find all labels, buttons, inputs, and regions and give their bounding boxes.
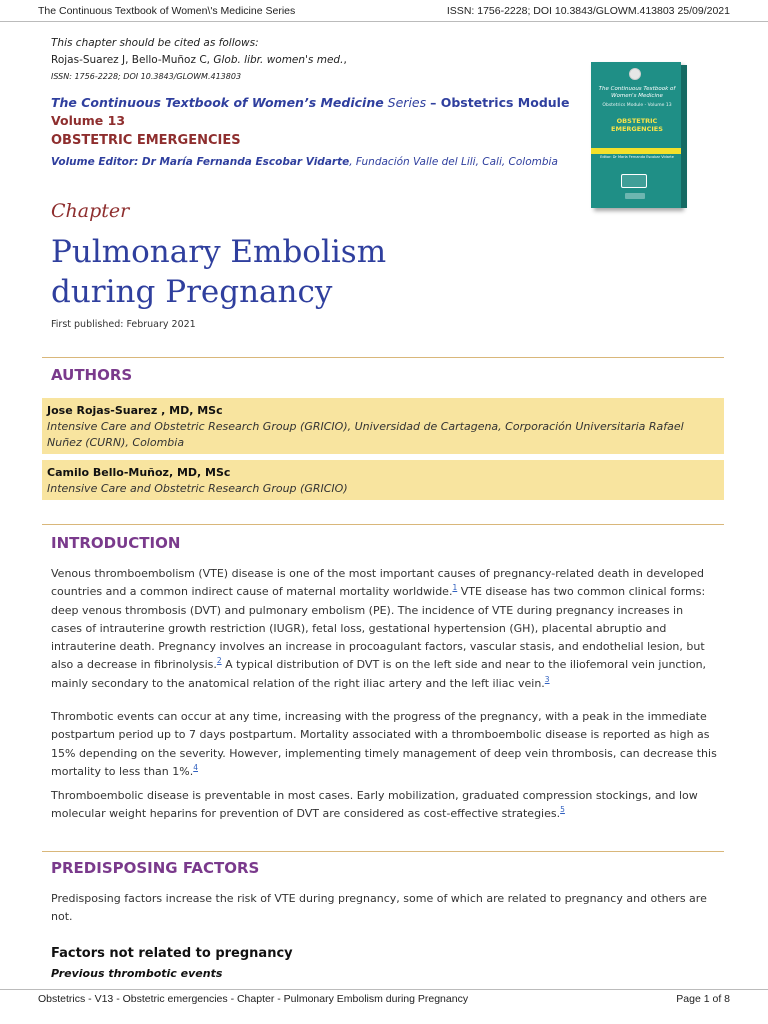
author-card xyxy=(42,398,724,454)
reference-link[interactable]: 5 xyxy=(560,805,565,815)
figo-logo-icon xyxy=(625,193,645,199)
page-number: Page 1 of 8 xyxy=(676,992,730,1005)
paragraph-text: VTE disease has two common clinical forms: deep venous thrombosis (DVT) and pulmonary embolism (PE). The incidence of VTE during pregnancy increases in cases of intrauterine growth restriction (IUGR), fetal loss, gestational hypertension (GH), placental abruptio and intrauterine death. Pregnancy involves an increase in procoagulant factors, vascular stasis, and endothelial lesion, but also a decrease in fibrinolysis. xyxy=(51,585,706,672)
introduction-heading: INTRODUCTION xyxy=(51,534,181,552)
section-divider xyxy=(42,357,724,358)
paragraph-text: Venous thromboembolism (VTE) disease is one of the most important causes of pregnancy-related death in developed countries and a common indirect cause of maternal mortality worldwide. xyxy=(51,567,704,599)
volume-label: Volume 13 xyxy=(51,113,126,128)
section-divider xyxy=(42,524,724,525)
citation-journal: Glob. libr. women's med. xyxy=(213,54,344,66)
citation-authors: Rojas-Suarez J, Bello-Muñoz C, xyxy=(51,54,214,66)
citation-issn: ISSN: 1756-2228; DOI 10.3843/GLOWM.413803 xyxy=(51,72,242,81)
footer-chapter-path: Obstetrics - V13 - Obstetric emergencies - Chapter - Pulmonary Embolism during Pregnancy xyxy=(38,992,469,1005)
series-name: The Continuous Textbook of Women’s Medicine xyxy=(51,95,384,110)
paragraph-text: A typical distribution of DVT is on the left side and near to the iliofemoral vein junction, mainly secondary to the anatomical relation of the right iliac artery and the left iliac vein. xyxy=(51,658,707,690)
book-cover-title: The Continuous Textbook of Women's Medicine xyxy=(598,86,676,99)
author-affiliation: Intensive Care and Obstetric Research Group (GRICIO) xyxy=(47,482,348,495)
book-spine xyxy=(681,65,687,208)
page-header xyxy=(0,0,768,22)
series-word: Series xyxy=(383,95,431,110)
citation-intro: This chapter should be cited as follows: xyxy=(51,37,259,49)
book-cover-image xyxy=(591,62,687,210)
citation-block xyxy=(51,37,347,81)
volume-editor xyxy=(51,156,558,168)
introduction-paragraph-2 xyxy=(51,708,717,781)
book-cover-editor: Editor: Dr María Fernanda Escobar Vidarte xyxy=(600,155,674,159)
reference-link[interactable]: 4 xyxy=(193,762,198,772)
section-divider xyxy=(42,851,724,852)
seal-icon xyxy=(629,68,641,80)
paragraph-text: Thromboembolic disease is preventable in most cases. Early mobilization, graduated compression stockings, and low molecular weight heparins for prevention of DVT are considered as cost-effective strategies. xyxy=(51,789,698,821)
predisposing-paragraph: Predisposing factors increase the risk of VTE during pregnancy, some of which are related to pregnancy and others are not. xyxy=(51,892,707,924)
paragraph-text: Thrombotic events can occur at any time, increasing with the progress of the pregnancy, with a peak in the immediate postpartum period up to 7 days postpartum. Mortality associated with a thromboembolic disease is reported as high as 15% depending on the severity. However, implementing timely management of deep vein thrombosis, can decrease this mortality to less than 1%. xyxy=(51,710,717,778)
header-series-title: The Continuous Textbook of Women\'s Medicine Series xyxy=(38,4,296,17)
editor-name: Volume Editor: Dr María Fernanda Escobar Vidarte xyxy=(51,156,350,168)
authors-heading: AUTHORS xyxy=(51,366,133,384)
author-card xyxy=(42,460,724,500)
author-affiliation: Intensive Care and Obstetric Research Group (GRICIO), Universidad de Cartagena, Corporación Universitaria Rafael Nuñez (CURN), Colombia xyxy=(47,420,684,449)
predisposing-heading: PREDISPOSING FACTORS xyxy=(51,859,260,877)
publisher-logo-icon xyxy=(621,174,647,188)
volume-topic: OBSTETRIC EMERGENCIES xyxy=(51,133,241,148)
series-title xyxy=(51,95,569,110)
chapter-title-line-1: Pulmonary Embolism xyxy=(51,234,387,270)
book-cover-band xyxy=(591,148,681,154)
series-module: – Obstetrics Module xyxy=(430,95,570,110)
page-footer xyxy=(0,989,768,1007)
citation-reference xyxy=(51,54,347,66)
first-published-date: First published: February 2021 xyxy=(51,319,196,330)
author-name: Camilo Bello-Muñoz, MD, MSc xyxy=(47,466,231,479)
reference-link[interactable]: 1 xyxy=(452,583,458,593)
citation-trail: , xyxy=(343,54,347,66)
previous-events-subheading: Previous thrombotic events xyxy=(51,967,223,980)
introduction-paragraph-1 xyxy=(51,565,717,693)
book-cover-topic: OBSTETRIC EMERGENCIES xyxy=(611,117,663,133)
introduction-paragraph-3 xyxy=(51,787,717,824)
factors-subheading: Factors not related to pregnancy xyxy=(51,946,293,961)
chapter-title-line-2: during Pregnancy xyxy=(51,274,333,310)
book-cover-subtitle: Obstetrics Module - Volume 13 xyxy=(602,103,672,108)
author-name: Jose Rojas-Suarez , MD, MSc xyxy=(47,404,223,417)
reference-link[interactable]: 2 xyxy=(216,656,222,666)
editor-affiliation: , Fundación Valle del Lili, Cali, Colombia xyxy=(349,156,558,168)
chapter-label: Chapter xyxy=(51,200,130,222)
chapter-title xyxy=(51,232,571,312)
reference-link[interactable]: 3 xyxy=(544,674,550,684)
header-issn: ISSN: 1756-2228; DOI 10.3843/GLOWM.413803 25/09/2021 xyxy=(446,4,730,17)
